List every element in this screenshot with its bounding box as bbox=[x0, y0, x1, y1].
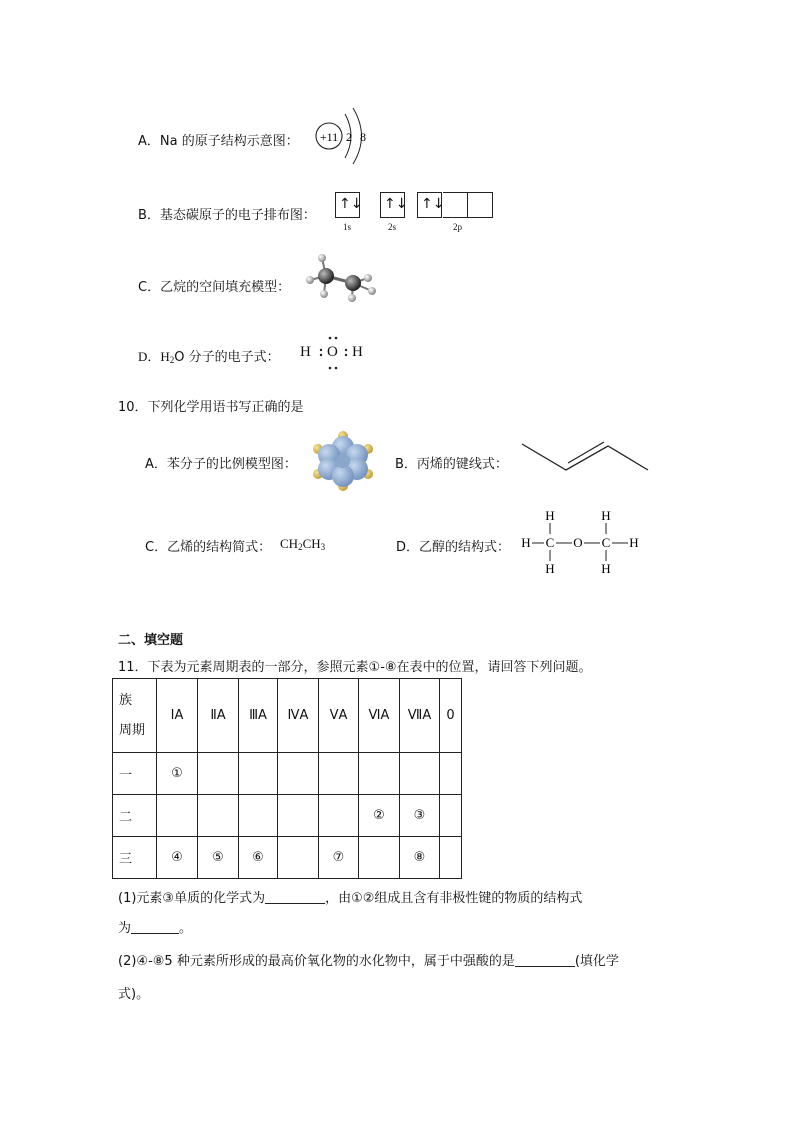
orbital-label-2s: 2s bbox=[388, 222, 397, 232]
q10-b-label: B．丙烯的键线式： bbox=[395, 457, 508, 472]
q11-part1-line2: 为 。 bbox=[118, 921, 193, 936]
table-cell bbox=[359, 753, 400, 795]
table-cell bbox=[278, 795, 319, 837]
svg-text:H: H bbox=[545, 561, 555, 576]
group-header: ⅦA bbox=[400, 679, 440, 753]
period-label: 三 bbox=[113, 837, 157, 879]
ethane-space-filling-model bbox=[304, 252, 380, 302]
table-cell bbox=[359, 837, 400, 879]
table-row bbox=[113, 837, 462, 879]
table-row bbox=[113, 795, 462, 837]
q9-a-label: A．Na 的原子结构示意图： bbox=[138, 134, 299, 149]
ethylene-formula: $CH_2CH_3$ bbox=[280, 536, 326, 552]
q10-d-label: D．乙醇的结构式： bbox=[396, 540, 511, 555]
table-cell bbox=[278, 753, 319, 795]
table-cell: ② bbox=[359, 795, 400, 837]
table-cell bbox=[440, 753, 462, 795]
table-cell: ④ bbox=[157, 837, 198, 879]
benzene-scale-model bbox=[310, 430, 376, 492]
svg-text:H: H bbox=[601, 561, 611, 576]
table-cell: ⑥ bbox=[239, 837, 278, 879]
q11-part2-line2: 式)。 bbox=[118, 987, 150, 1002]
orbital-1s-arrows: ↑↓ bbox=[339, 196, 363, 212]
group-header: ⅠA bbox=[157, 679, 198, 753]
q10-stem: 10．下列化学用语书写正确的是 bbox=[118, 400, 304, 415]
svg-text:H: H bbox=[521, 535, 531, 550]
ethanol-structural-formula bbox=[518, 506, 644, 578]
orbital-2p-2 bbox=[443, 192, 468, 218]
orbital-label-1s: 1s bbox=[343, 222, 352, 232]
orbital-2s bbox=[380, 192, 408, 218]
lewis-electron-dots bbox=[310, 334, 355, 372]
table-cell bbox=[319, 795, 359, 837]
na-shell-1: 2 bbox=[346, 130, 352, 144]
orbital-2p-3 bbox=[468, 192, 493, 218]
table-cell: ③ bbox=[400, 795, 440, 837]
table-cell bbox=[198, 795, 239, 837]
period-label: 一 bbox=[113, 753, 157, 795]
q11-stem: 11．下表为元素周期表的一部分，参照元素①-⑧在表中的位置，请回答下列问题。 bbox=[118, 660, 592, 675]
lewis-o: O bbox=[327, 344, 338, 360]
group-header: ⅣA bbox=[278, 679, 319, 753]
section-title: 二、填空题 bbox=[118, 633, 184, 648]
group-header: ⅤA bbox=[319, 679, 359, 753]
q9-d-label: D．$H_2O$ 分子的电子式： bbox=[138, 349, 280, 365]
table-cell bbox=[157, 795, 198, 837]
orbital-label-2p: 2p bbox=[453, 222, 462, 232]
table-cell bbox=[239, 795, 278, 837]
group-header: ⅢA bbox=[239, 679, 278, 753]
table-cell bbox=[440, 837, 462, 879]
table-corner-cell bbox=[113, 679, 157, 753]
q11-part2-line1: (2)④-⑧5 种元素所形成的最高价氧化物的水化物中，属于中强酸的是 (填化学 bbox=[118, 954, 619, 969]
table-row bbox=[113, 753, 462, 795]
corner-period-label: 周期 bbox=[119, 722, 146, 738]
q11-part1-line1: (1)元素③单质的化学式为 ，由①②组成且含有非极性键的物质的结构式 bbox=[118, 891, 583, 906]
q9-b-label: B．基态碳原子的电子排布图： bbox=[138, 208, 316, 223]
orbital-2p-arrows: ↑↓ bbox=[421, 196, 445, 212]
table-cell: ⑦ bbox=[319, 837, 359, 879]
table-cell bbox=[440, 795, 462, 837]
q9-c-label: C．乙烷的空间填充模型： bbox=[138, 280, 291, 295]
table-cell bbox=[239, 753, 278, 795]
table-cell: ① bbox=[157, 753, 198, 795]
propene-skeletal-formula bbox=[520, 440, 652, 476]
table-cell bbox=[400, 753, 440, 795]
na-shell-2: 8 bbox=[360, 130, 366, 144]
svg-text:C: C bbox=[545, 535, 555, 550]
na-atom-structure-diagram bbox=[312, 104, 382, 168]
group-header: 0 bbox=[440, 679, 462, 753]
table-cell bbox=[198, 753, 239, 795]
table-cell: ⑧ bbox=[400, 837, 440, 879]
orbital-2p-1 bbox=[417, 192, 445, 218]
group-header: ⅥA bbox=[359, 679, 400, 753]
answer-blank[interactable] bbox=[131, 919, 179, 934]
table-cell bbox=[278, 837, 319, 879]
lewis-h-left: H bbox=[300, 344, 311, 360]
group-header: ⅡA bbox=[198, 679, 239, 753]
table-cell bbox=[319, 753, 359, 795]
period-label: 二 bbox=[113, 795, 157, 837]
svg-text:H: H bbox=[629, 535, 639, 550]
answer-blank[interactable] bbox=[515, 952, 575, 967]
corner-group-label: 族 bbox=[119, 692, 133, 708]
q10-c-label: C．乙烯的结构简式： bbox=[145, 540, 272, 555]
table-cell: ⑤ bbox=[198, 837, 239, 879]
orbital-2s-arrows: ↑↓ bbox=[384, 196, 408, 212]
na-nucleus-charge: +11 bbox=[319, 130, 339, 144]
periodic-table-excerpt bbox=[112, 678, 462, 879]
q10-a-label: A．苯分子的比例模型图： bbox=[145, 457, 297, 472]
orbital-1s bbox=[335, 192, 363, 218]
svg-text:H: H bbox=[545, 508, 555, 523]
lewis-h-right: H bbox=[352, 344, 363, 360]
answer-blank[interactable] bbox=[265, 889, 325, 904]
svg-text:H: H bbox=[601, 508, 611, 523]
svg-text:C: C bbox=[601, 535, 611, 550]
svg-text:O: O bbox=[573, 535, 583, 550]
